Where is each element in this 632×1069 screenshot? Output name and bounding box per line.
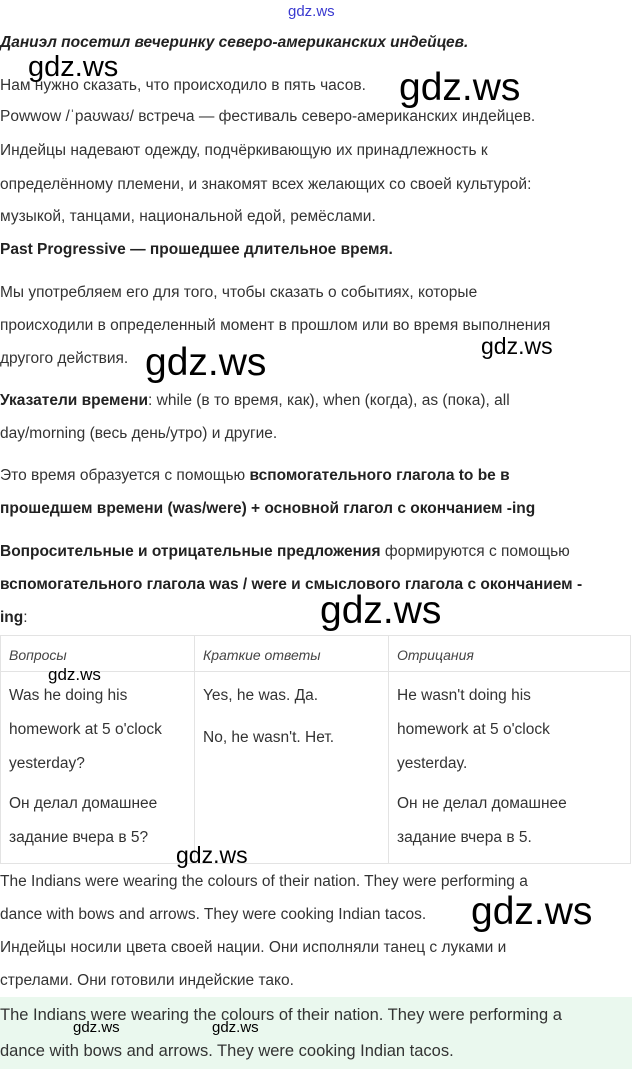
markers-line-2: day/morning (весь день/утро) и другие. <box>0 425 278 442</box>
n-line-4: Он не делал домашнее <box>397 795 567 812</box>
table-row <box>1 672 631 864</box>
final-answer-line-1: The Indians were wearing the colours of their nation. They were performing a <box>0 1006 562 1024</box>
question-line-1 <box>0 543 570 561</box>
watermark: gdz.ws <box>28 51 119 83</box>
question-line-3 <box>0 609 28 627</box>
form-bold-1: вспомогательного глагола to be в <box>249 467 510 484</box>
question-colon: : <box>23 609 28 626</box>
watermark: gdz.ws <box>320 589 442 632</box>
usage-line-2: происходили в определенный момент в прошлом или во время выполнения <box>0 317 551 334</box>
powwow-line-2: Индейцы надевают одежду, подчёркивающую их принадлежность к <box>0 142 488 159</box>
powwow-line-1: Powwow /ˈpaʊwaʊ/ встреча — фестиваль северо-американских индейцев. <box>0 108 536 125</box>
header-negatives: Отрицания <box>389 636 631 672</box>
final-answer-line-2: dance with bows and arrows. They were cooking Indian tacos. <box>0 1042 454 1060</box>
watermark: gdz.ws <box>145 341 267 384</box>
past-progressive-title: Past Progressive — прошедшее длительное время. <box>0 241 393 258</box>
watermark: gdz.ws <box>212 1019 259 1036</box>
markers-text: : while (в то время, как), when (когда), as (пока), all <box>148 392 510 409</box>
form-line-2: прошедшем времени (was/were) + основной глагол с окончанием -ing <box>0 500 536 517</box>
questions-cell <box>1 672 195 864</box>
q-line-3: yesterday? <box>9 755 85 772</box>
form-plain: Это время образуется с помощью <box>0 467 250 484</box>
answer-ru-line-1: Индейцы носили цвета своей нации. Они исполняли танец с луками и <box>0 939 507 956</box>
answer-en-line-2: dance with bows and arrows. They were cooking Indian tacos. <box>0 906 427 923</box>
watermark: gdz.ws <box>471 890 593 933</box>
markers-label: Указатели времени <box>0 392 149 409</box>
question-rest: формируются с помощью <box>380 543 570 560</box>
question-ing: ing <box>0 609 24 626</box>
a-line-2: No, he wasn't. Нет. <box>203 729 335 746</box>
markers-line-1 <box>0 392 510 410</box>
form-line-1 <box>0 467 510 485</box>
answer-en-line-1: The Indians were wearing the colours of their nation. They were performing a <box>0 873 528 890</box>
question-line-2: вспомогательного глагола was / were и смыслового глагола с окончанием - <box>0 576 583 593</box>
negatives-cell <box>389 672 631 864</box>
watermark: gdz.ws <box>176 842 248 868</box>
usage-line-1: Мы употребляем его для того, чтобы сказать о событиях, которые <box>0 284 478 301</box>
a-line-1: Yes, he was. Да. <box>203 687 319 704</box>
answer-ru-line-2: стрелами. Они готовили индейские тако. <box>0 972 294 989</box>
n-line-5: задание вчера в 5. <box>397 829 532 846</box>
n-line-3: yesterday. <box>397 755 468 772</box>
q-line-5: задание вчера в 5? <box>9 829 149 846</box>
q-line-1: Was he doing his <box>9 687 128 704</box>
q-line-4: Он делал домашнее <box>9 795 158 812</box>
watermark: gdz.ws <box>481 333 553 359</box>
question-bold: Вопросительные и отрицательные предложения <box>0 543 381 560</box>
header-short-answers: Краткие ответы <box>195 636 389 672</box>
powwow-line-4: музыкой, танцами, национальной едой, ремёслами. <box>0 208 376 225</box>
n-line-1: He wasn't doing his <box>397 687 531 704</box>
top-watermark: gdz.ws <box>288 3 335 20</box>
short-answers-cell <box>195 672 389 864</box>
n-line-2: homework at 5 o'clock <box>397 721 550 738</box>
q-line-2: homework at 5 o'clock <box>9 721 162 738</box>
intro-title: Даниэл посетил вечеринку северо-американских индейцев. <box>0 34 469 51</box>
watermark: gdz.ws <box>48 665 101 684</box>
powwow-line-3: определённому племени, и знакомят всех желающих со своей культурой: <box>0 176 532 193</box>
watermark: gdz.ws <box>73 1019 120 1036</box>
intro-line: Нам нужно сказать, что происходило в пять часов. <box>0 77 366 94</box>
header-questions: Вопросы <box>1 636 195 672</box>
watermark: gdz.ws <box>399 66 521 109</box>
usage-line-3: другого действия. <box>0 350 129 367</box>
